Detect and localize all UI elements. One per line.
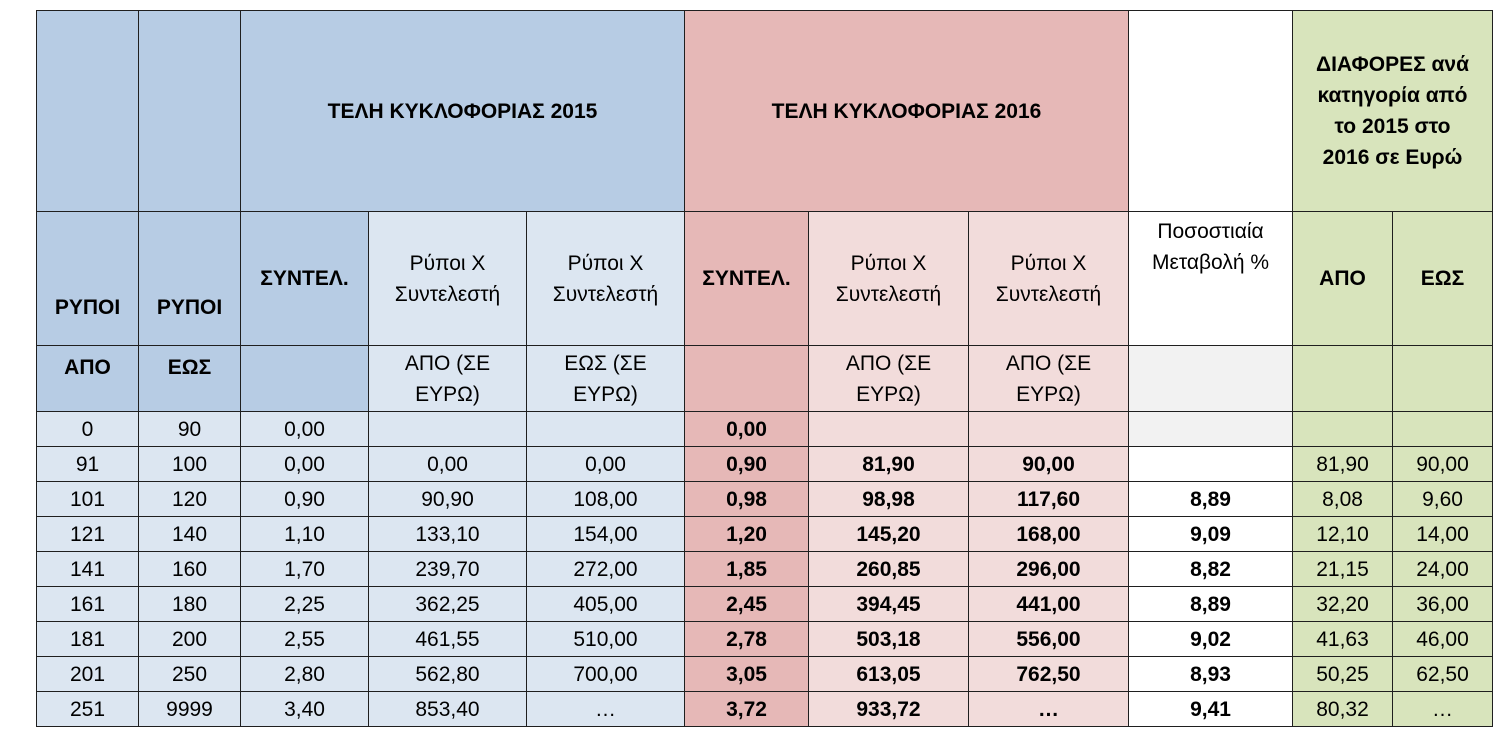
diff-from-header: ΑΠΟ — [1293, 212, 1393, 346]
cell-from: 141 — [37, 552, 139, 587]
cell-from: 0 — [37, 412, 139, 447]
cell-diff-from: 32,20 — [1293, 587, 1393, 622]
blank-subheader — [1293, 346, 1393, 412]
cell-diff-to: 36,00 — [1393, 587, 1493, 622]
cell-from-2016: 98,98 — [809, 482, 969, 517]
cell-to-2016: 556,00 — [969, 622, 1129, 657]
cell-from-2015: 239,70 — [369, 552, 527, 587]
table-row — [37, 447, 1493, 482]
table-row — [37, 412, 1493, 447]
cell-coef-2016: 0,90 — [685, 447, 809, 482]
cell-coef-2015: 2,55 — [241, 622, 369, 657]
cell-percent-change: 9,02 — [1129, 622, 1293, 657]
cell-to: 250 — [139, 657, 241, 692]
table-row — [37, 517, 1493, 552]
cell-to-2016: … — [969, 692, 1129, 727]
cell-percent-change: 8,82 — [1129, 552, 1293, 587]
diff-to-header: ΕΩΣ — [1393, 212, 1493, 346]
cell-coef-2015: 0,00 — [241, 412, 369, 447]
from-eur-2016-subheader: ΑΠΟ (ΣΕ ΕΥΡΩ) — [969, 346, 1129, 412]
cell-coef-2016: 0,00 — [685, 412, 809, 447]
cell-to-2016: 117,60 — [969, 482, 1129, 517]
cell-from-2015: 362,25 — [369, 587, 527, 622]
blank-subheader — [685, 346, 809, 412]
cell-to-2016: 168,00 — [969, 517, 1129, 552]
cell-diff-to: … — [1393, 692, 1493, 727]
cell-diff-to: 14,00 — [1393, 517, 1493, 552]
title-2016: ΤΕΛΗ ΚΥΚΛΟΦΟΡΙΑΣ 2016 — [685, 11, 1129, 212]
traffic-fees-table — [36, 10, 1493, 727]
cell-from-2015: 562,80 — [369, 657, 527, 692]
cell-from-2015 — [369, 412, 527, 447]
title-row — [37, 11, 1493, 212]
cell-from: 201 — [37, 657, 139, 692]
cell-percent-change — [1129, 447, 1293, 482]
cell-to-2015: … — [527, 692, 685, 727]
cell-to: 180 — [139, 587, 241, 622]
cell-from-2015: 90,90 — [369, 482, 527, 517]
cell-diff-to: 9,60 — [1393, 482, 1493, 517]
cell-to: 140 — [139, 517, 241, 552]
cell-coef-2015: 0,90 — [241, 482, 369, 517]
cell-from: 91 — [37, 447, 139, 482]
subheader-row — [37, 346, 1493, 412]
cell-coef-2016: 2,45 — [685, 587, 809, 622]
cell-to: 9999 — [139, 692, 241, 727]
cell-coef-2016: 3,05 — [685, 657, 809, 692]
cell-diff-from: 8,08 — [1293, 482, 1393, 517]
table-row — [37, 622, 1493, 657]
cell-to-2016: 90,00 — [969, 447, 1129, 482]
cell-to-2015 — [527, 412, 685, 447]
cell-from-2016: 145,20 — [809, 517, 969, 552]
cell-from-2015: 0,00 — [369, 447, 527, 482]
cell-from: 251 — [37, 692, 139, 727]
blank-subheader — [241, 346, 369, 412]
cell-coef-2015: 3,40 — [241, 692, 369, 727]
cell-diff-from: 21,15 — [1293, 552, 1393, 587]
coefficient-2016-header: ΣΥΝΤΕΛ. — [685, 212, 809, 346]
table-row — [37, 692, 1493, 727]
cell-to-2015: 700,00 — [527, 657, 685, 692]
cell-to: 120 — [139, 482, 241, 517]
rypoi-header: ΡΥΠΟΙ — [37, 212, 139, 346]
cell-from: 101 — [37, 482, 139, 517]
cell-coef-2016: 0,98 — [685, 482, 809, 517]
cell-to-2015: 405,00 — [527, 587, 685, 622]
rypoi-header: ΡΥΠΟΙ — [139, 212, 241, 346]
pollutants-x-coef-2016-from-header: Ρύποι Χ Συντελεστή — [809, 212, 969, 346]
cell-from: 181 — [37, 622, 139, 657]
title-2015: ΤΕΛΗ ΚΥΚΛΟΦΟΡΙΑΣ 2015 — [241, 11, 685, 212]
from-subheader: ΑΠΟ — [37, 346, 139, 412]
cell-diff-from — [1293, 412, 1393, 447]
cell-diff-from: 80,32 — [1293, 692, 1393, 727]
cell-to-2016: 441,00 — [969, 587, 1129, 622]
cell-to-2015: 108,00 — [527, 482, 685, 517]
cell-diff-to — [1393, 412, 1493, 447]
cell-from-2016: 394,45 — [809, 587, 969, 622]
cell-to-2016 — [969, 412, 1129, 447]
cell-to-2015: 0,00 — [527, 447, 685, 482]
cell-from-2016: 503,18 — [809, 622, 969, 657]
cell-to-2015: 510,00 — [527, 622, 685, 657]
cell-percent-change: 9,09 — [1129, 517, 1293, 552]
cell-diff-from: 41,63 — [1293, 622, 1393, 657]
blank-subheader — [1129, 346, 1293, 412]
cell-coef-2015: 1,10 — [241, 517, 369, 552]
coefficient-2015-header: ΣΥΝΤΕΛ. — [241, 212, 369, 346]
cell-coef-2015: 2,25 — [241, 587, 369, 622]
cell-to-2015: 154,00 — [527, 517, 685, 552]
cell-diff-to: 90,00 — [1393, 447, 1493, 482]
cell-to-2016: 296,00 — [969, 552, 1129, 587]
cell-to: 200 — [139, 622, 241, 657]
pollutants-x-coef-2015-from-header: Ρύποι Χ Συντελεστή — [369, 212, 527, 346]
cell-from: 161 — [37, 587, 139, 622]
blank-subheader — [1393, 346, 1493, 412]
cell-coef-2015: 1,70 — [241, 552, 369, 587]
cell-from-2015: 853,40 — [369, 692, 527, 727]
cell-percent-change: 9,41 — [1129, 692, 1293, 727]
cell-coef-2015: 0,00 — [241, 447, 369, 482]
cell-coef-2016: 1,20 — [685, 517, 809, 552]
pollutants-x-coef-2015-to-header: Ρύποι Χ Συντελεστή — [527, 212, 685, 346]
table-row — [37, 657, 1493, 692]
cell-percent-change: 8,89 — [1129, 587, 1293, 622]
cell-to: 160 — [139, 552, 241, 587]
cell-from-2016: 613,05 — [809, 657, 969, 692]
cell-diff-from: 81,90 — [1293, 447, 1393, 482]
table-row — [37, 482, 1493, 517]
cell-percent-change — [1129, 412, 1293, 447]
cell-diff-to: 62,50 — [1393, 657, 1493, 692]
differences-title: ΔΙΑΦΟΡΕΣ ανά κατηγορία από το 2015 στο 2016 σε Ευρώ — [1293, 11, 1493, 212]
cell-coef-2016: 1,85 — [685, 552, 809, 587]
table-row — [37, 587, 1493, 622]
pollutants-x-coef-2016-to-header: Ρύποι Χ Συντελεστή — [969, 212, 1129, 346]
cell-diff-from: 12,10 — [1293, 517, 1393, 552]
cell-to: 90 — [139, 412, 241, 447]
cell-from-2016: 81,90 — [809, 447, 969, 482]
blank-header-cell — [1129, 11, 1293, 212]
cell-from-2016: 933,72 — [809, 692, 969, 727]
blank-header-cell — [139, 11, 241, 212]
percent-change-header: Ποσοστιαία Μεταβολή % — [1129, 212, 1293, 346]
from-eur-2015-subheader: ΑΠΟ (ΣΕ ΕΥΡΩ) — [369, 346, 527, 412]
to-eur-2015-subheader: ΕΩΣ (ΣΕ ΕΥΡΩ) — [527, 346, 685, 412]
cell-coef-2016: 2,78 — [685, 622, 809, 657]
cell-percent-change: 8,89 — [1129, 482, 1293, 517]
cell-from-2015: 461,55 — [369, 622, 527, 657]
cell-diff-to: 46,00 — [1393, 622, 1493, 657]
cell-diff-to: 24,00 — [1393, 552, 1493, 587]
cell-from-2015: 133,10 — [369, 517, 527, 552]
cell-coef-2015: 2,80 — [241, 657, 369, 692]
cell-from-2016: 260,85 — [809, 552, 969, 587]
cell-to: 100 — [139, 447, 241, 482]
cell-to-2016: 762,50 — [969, 657, 1129, 692]
to-subheader: ΕΩΣ — [139, 346, 241, 412]
from-eur-2016-subheader: ΑΠΟ (ΣΕ ΕΥΡΩ) — [809, 346, 969, 412]
cell-from: 121 — [37, 517, 139, 552]
cell-to-2015: 272,00 — [527, 552, 685, 587]
cell-from-2016 — [809, 412, 969, 447]
column-header-row — [37, 212, 1493, 346]
table-row — [37, 552, 1493, 587]
blank-header-cell — [37, 11, 139, 212]
cell-diff-from: 50,25 — [1293, 657, 1393, 692]
cell-percent-change: 8,93 — [1129, 657, 1293, 692]
cell-coef-2016: 3,72 — [685, 692, 809, 727]
